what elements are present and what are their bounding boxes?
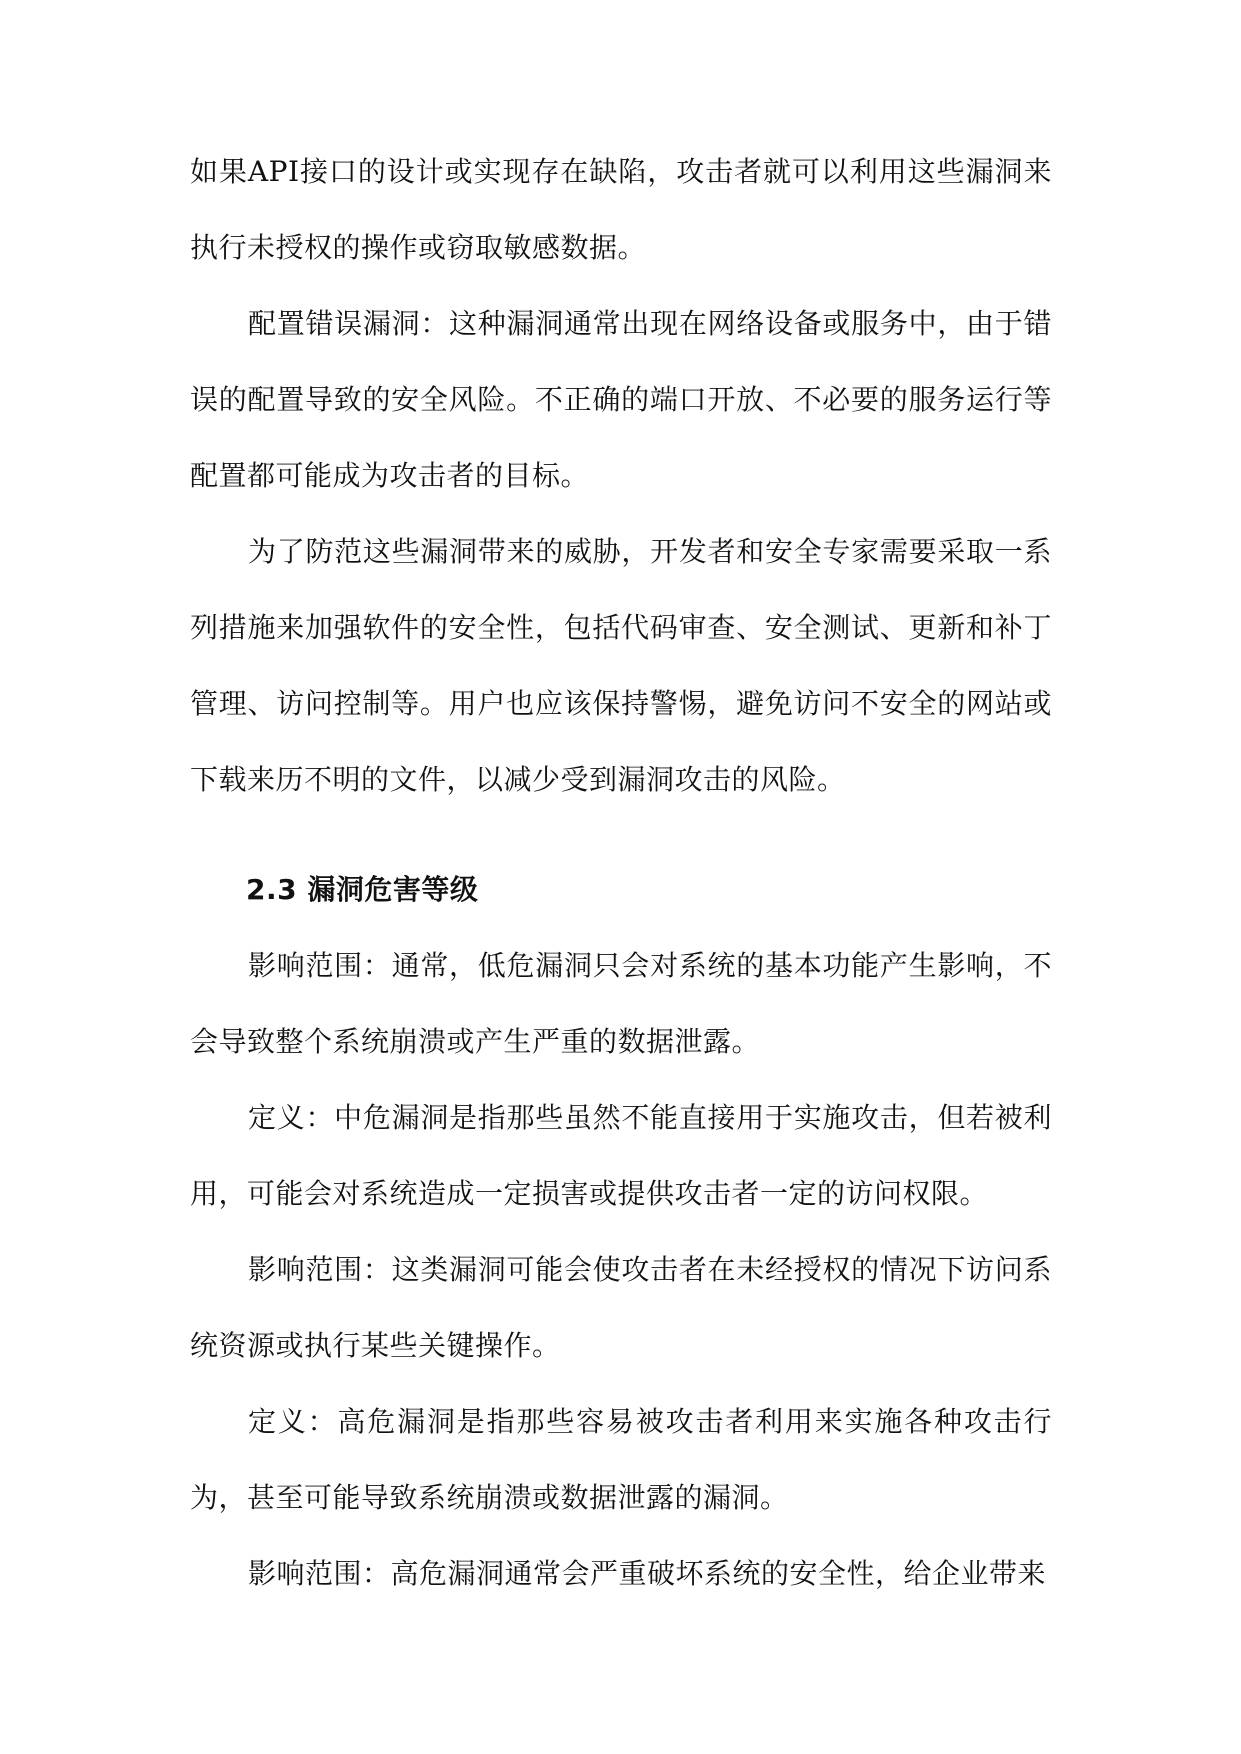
paragraph-mitigation: 为了防范这些漏洞带来的威胁，开发者和安全专家需要采取一系列措施来加强软件的安全性，包括代码审查、安全测试、更新和补丁管理、访问控制等。用户也应该保持警惕，避免访问不安全的网站或下载来历不明的文件，以减少受到漏洞攻击的风险。	[190, 535, 1052, 796]
paragraph-high-risk-scope: 影响范围：高危漏洞通常会严重破坏系统的安全性，给企业带来	[248, 1557, 1047, 1590]
paragraph-api-vulnerability: 如果API接口的设计或实现存在缺陷，攻击者就可以利用这些漏洞来执行未授权的操作或窃取敏感数据。	[190, 155, 1052, 264]
document-body	[190, 134, 1052, 1612]
paragraph-misconfiguration: 配置错误漏洞：这种漏洞通常出现在网络设备或服务中，由于错误的配置导致的安全风险。不正确的端口开放、不必要的服务运行等配置都可能成为攻击者的目标。	[190, 307, 1052, 492]
paragraph-medium-risk-scope: 影响范围：这类漏洞可能会使攻击者在未经授权的情况下访问系统资源或执行某些关键操作。	[190, 1253, 1052, 1362]
section-heading: 2.3 漏洞危害等级	[246, 873, 479, 906]
paragraph-low-risk-scope: 影响范围：通常，低危漏洞只会对系统的基本功能产生影响，不会导致整个系统崩溃或产生严重的数据泄露。	[190, 949, 1052, 1058]
paragraph-high-risk-definition: 定义：高危漏洞是指那些容易被攻击者利用来实施各种攻击行为，甚至可能导致系统崩溃或数据泄露的漏洞。	[190, 1405, 1052, 1514]
paragraph-medium-risk-definition: 定义：中危漏洞是指那些虽然不能直接用于实施攻击，但若被利用，可能会对系统造成一定损害或提供攻击者一定的访问权限。	[190, 1101, 1052, 1210]
